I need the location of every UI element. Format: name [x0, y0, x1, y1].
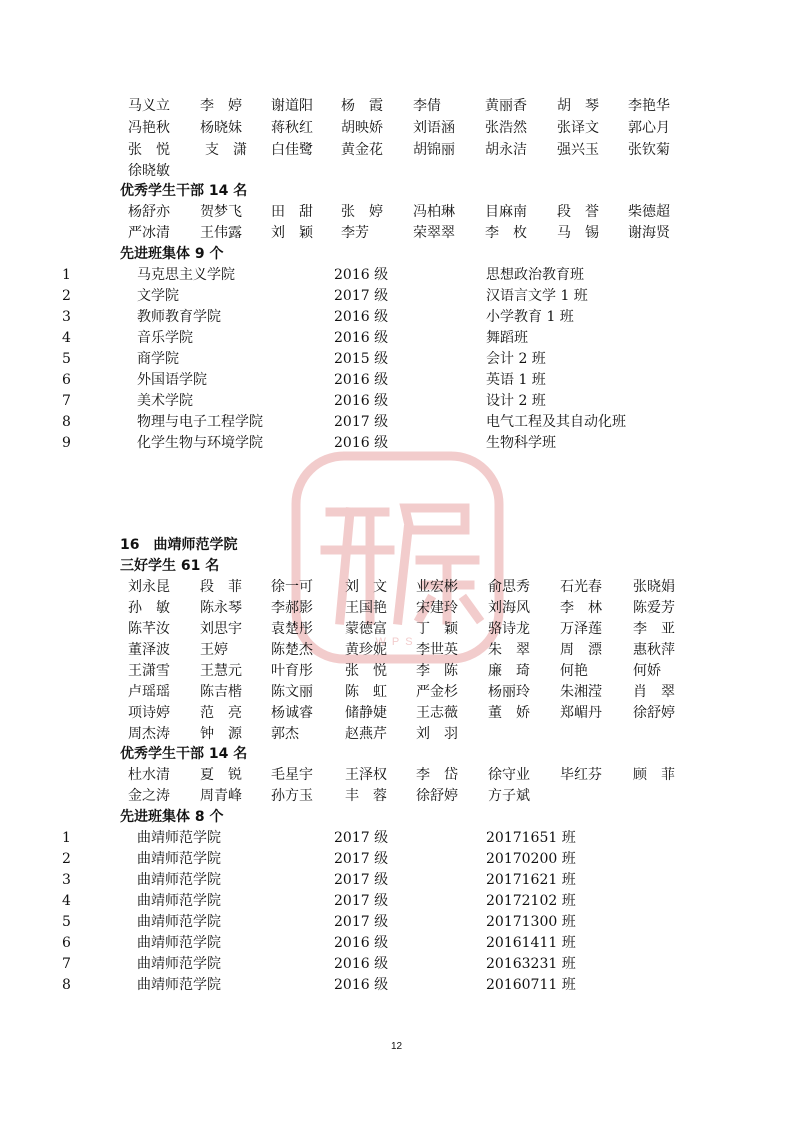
name-row	[0, 661, 793, 681]
name-cell: 张 悦	[128, 142, 170, 158]
table-row	[0, 286, 793, 306]
cadres-heading: 优秀学生干部 14 名	[120, 746, 248, 762]
table-row	[0, 912, 793, 932]
grade-cell: 2016 级	[334, 977, 389, 993]
name-cell: 惠秋萍	[633, 642, 675, 658]
name-cell: 冯艳秋	[128, 120, 170, 136]
name-cell: 马 锡	[557, 225, 599, 241]
college-cell: 曲靖师范学院	[137, 935, 221, 951]
row-number: 7	[62, 393, 71, 409]
class-cell: 会计 2 班	[486, 351, 546, 367]
name-row	[0, 640, 793, 660]
name-cell: 李 林	[560, 600, 602, 616]
name-cell: 方子斌	[488, 788, 530, 804]
name-cell: 李 岱	[416, 767, 458, 783]
name-cell: 项诗婷	[128, 705, 170, 721]
grade-cell: 2017 级	[334, 914, 389, 930]
name-cell: 胡永洁	[485, 142, 527, 158]
name-cell: 马义立	[128, 98, 170, 114]
name-cell: 李 陈	[416, 663, 458, 679]
name-row	[0, 577, 793, 597]
table-row	[0, 975, 793, 995]
name-cell: 杨舒亦	[128, 204, 170, 220]
name-cell: 支 潇	[205, 142, 247, 158]
name-cell: 田 甜	[271, 204, 313, 220]
name-row	[0, 223, 793, 243]
name-cell: 范 亮	[200, 705, 242, 721]
name-cell: 宋建玲	[416, 600, 458, 616]
table-row	[0, 954, 793, 974]
class-cell: 20171300 班	[486, 914, 576, 930]
name-cell: 陈芊汝	[128, 621, 170, 637]
row-number: 4	[62, 330, 71, 346]
cadres-heading: 优秀学生干部 14 名	[120, 183, 248, 199]
name-cell: 胡锦丽	[413, 142, 455, 158]
grade-cell: 2016 级	[334, 393, 389, 409]
name-cell: 叶育彤	[271, 663, 313, 679]
name-cell: 毕红芬	[560, 767, 602, 783]
page-number: 12	[390, 1041, 403, 1052]
row-number: 3	[62, 309, 71, 325]
table-row	[0, 328, 793, 348]
name-cell: 张译文	[557, 120, 599, 136]
name-cell: 徐一可	[271, 579, 313, 595]
name-cell: 王伟露	[200, 225, 242, 241]
row-number: 7	[62, 956, 71, 972]
name-cell: 孙 敏	[128, 600, 170, 616]
name-cell: 杨丽玲	[488, 684, 530, 700]
classes-heading: 先进班集体 9 个	[120, 246, 224, 262]
row-number: 8	[62, 977, 71, 993]
name-cell: 顾 菲	[633, 767, 675, 783]
name-cell: 陈 虹	[345, 684, 387, 700]
name-cell: 荣翠翠	[413, 225, 455, 241]
name-row	[0, 682, 793, 702]
grade-cell: 2015 级	[334, 351, 389, 367]
name-cell: 段 菲	[200, 579, 242, 595]
class-cell: 生物科学班	[486, 435, 556, 451]
classes-heading: 先进班集体 8 个	[120, 809, 224, 825]
grade-cell: 2016 级	[334, 372, 389, 388]
name-cell: 张 婷	[341, 204, 383, 220]
name-row	[0, 118, 793, 138]
watermark-label: WPS	[375, 636, 419, 648]
class-cell: 小学教育 1 班	[486, 309, 574, 325]
name-cell: 王志薇	[416, 705, 458, 721]
name-cell: 刘 颖	[271, 225, 313, 241]
name-cell: 李郝影	[271, 600, 313, 616]
name-cell: 胡映娇	[341, 120, 383, 136]
name-row	[0, 765, 793, 785]
name-cell: 白佳鹭	[271, 142, 313, 158]
name-cell: 刘 羽	[416, 726, 458, 742]
row-number: 1	[62, 830, 71, 846]
grade-cell: 2016 级	[334, 956, 389, 972]
grade-cell: 2017 级	[334, 288, 389, 304]
grade-cell: 2016 级	[334, 309, 389, 325]
name-cell: 强兴玉	[557, 142, 599, 158]
name-cell: 骆诗龙	[488, 621, 530, 637]
name-cell: 陈楚杰	[271, 642, 313, 658]
name-cell: 石光春	[560, 579, 602, 595]
name-cell: 杜水清	[128, 767, 170, 783]
name-cell: 刘思宇	[200, 621, 242, 637]
name-cell: 王慧元	[200, 663, 242, 679]
row-number: 2	[62, 851, 71, 867]
name-cell: 柴德超	[628, 204, 670, 220]
name-cell: 郑嵋丹	[560, 705, 602, 721]
name-row	[0, 161, 793, 181]
college-cell: 曲靖师范学院	[137, 893, 221, 909]
name-cell: 王泽权	[345, 767, 387, 783]
name-row	[0, 96, 793, 116]
name-cell: 周青峰	[200, 788, 242, 804]
grade-cell: 2017 级	[334, 893, 389, 909]
name-cell: 李 枚	[485, 225, 527, 241]
table-row	[0, 870, 793, 890]
name-cell: 贺梦飞	[200, 204, 242, 220]
name-cell: 储静婕	[345, 705, 387, 721]
row-number: 9	[62, 435, 71, 451]
name-cell: 黄丽香	[485, 98, 527, 114]
name-cell: 朱 翠	[488, 642, 530, 658]
name-cell: 董泽波	[128, 642, 170, 658]
table-row	[0, 891, 793, 911]
name-cell: 袁楚彤	[271, 621, 313, 637]
class-cell: 思想政治教育班	[486, 267, 584, 283]
name-cell: 陈文丽	[271, 684, 313, 700]
class-cell: 20160711 班	[486, 977, 576, 993]
name-row	[0, 140, 793, 160]
section-title: 16 曲靖师范学院	[120, 537, 238, 553]
class-cell: 20161411 班	[486, 935, 576, 951]
name-cell: 黄金花	[341, 142, 383, 158]
name-cell: 目麻南	[485, 204, 527, 220]
name-cell: 周杰涛	[128, 726, 170, 742]
name-row	[0, 598, 793, 618]
name-cell: 王婷	[200, 642, 228, 658]
name-cell: 刘永昆	[128, 579, 170, 595]
college-cell: 曲靖师范学院	[137, 830, 221, 846]
name-cell: 刘海风	[488, 600, 530, 616]
name-cell: 徐守业	[488, 767, 530, 783]
class-cell: 设计 2 班	[486, 393, 546, 409]
row-number: 6	[62, 372, 71, 388]
table-row	[0, 849, 793, 869]
class-cell: 20171651 班	[486, 830, 576, 846]
grade-cell: 2017 级	[334, 830, 389, 846]
name-cell: 徐舒婷	[633, 705, 675, 721]
college-cell: 音乐学院	[137, 330, 193, 346]
college-cell: 曲靖师范学院	[137, 977, 221, 993]
students-heading: 三好学生 61 名	[120, 558, 220, 574]
name-cell: 廉 琦	[488, 663, 530, 679]
name-cell: 夏 锐	[200, 767, 242, 783]
name-cell: 钟 源	[200, 726, 242, 742]
row-number: 1	[62, 267, 71, 283]
name-cell: 郭杰	[271, 726, 299, 742]
name-cell: 谢海贤	[628, 225, 670, 241]
table-row	[0, 349, 793, 369]
class-cell: 20170200 班	[486, 851, 576, 867]
name-cell: 徐舒婷	[416, 788, 458, 804]
college-cell: 文学院	[137, 288, 179, 304]
table-row	[0, 370, 793, 390]
row-number: 5	[62, 351, 71, 367]
row-number: 5	[62, 914, 71, 930]
class-cell: 舞蹈班	[486, 330, 528, 346]
name-cell: 金之涛	[128, 788, 170, 804]
college-cell: 教师教育学院	[137, 309, 221, 325]
name-cell: 李芳	[341, 225, 369, 241]
class-cell: 电气工程及其自动化班	[486, 414, 626, 430]
name-cell: 朱湘滢	[560, 684, 602, 700]
college-cell: 曲靖师范学院	[137, 914, 221, 930]
college-cell: 化学生物与环境学院	[137, 435, 263, 451]
college-cell: 曲靖师范学院	[137, 851, 221, 867]
name-cell: 陈爱芳	[633, 600, 675, 616]
name-cell: 谢道阳	[271, 98, 313, 114]
class-cell: 20163231 班	[486, 956, 576, 972]
name-cell: 王潇雪	[128, 663, 170, 679]
name-cell: 李艳华	[628, 98, 670, 114]
college-cell: 曲靖师范学院	[137, 872, 221, 888]
class-cell: 20172102 班	[486, 893, 576, 909]
name-cell: 王国艳	[345, 600, 387, 616]
name-cell: 杨诚睿	[271, 705, 313, 721]
name-cell: 徐晓敏	[128, 163, 170, 179]
row-number: 4	[62, 893, 71, 909]
row-number: 6	[62, 935, 71, 951]
name-cell: 张浩然	[485, 120, 527, 136]
table-row	[0, 933, 793, 953]
name-cell: 周 漂	[560, 642, 602, 658]
name-cell: 卢瑶瑶	[128, 684, 170, 700]
table-row	[0, 265, 793, 285]
name-row	[0, 202, 793, 222]
table-row	[0, 828, 793, 848]
college-cell: 曲靖师范学院	[137, 956, 221, 972]
grade-cell: 2017 级	[334, 414, 389, 430]
grade-cell: 2016 级	[334, 935, 389, 951]
name-cell: 万泽莲	[560, 621, 602, 637]
name-cell: 肖 翠	[633, 684, 675, 700]
name-row	[0, 786, 793, 806]
name-cell: 孙方玉	[271, 788, 313, 804]
name-cell: 段 誉	[557, 204, 599, 220]
name-row	[0, 703, 793, 723]
name-cell: 严冰清	[128, 225, 170, 241]
name-cell: 冯柏琳	[413, 204, 455, 220]
grade-cell: 2017 级	[334, 851, 389, 867]
name-cell: 刘语涵	[413, 120, 455, 136]
college-cell: 美术学院	[137, 393, 193, 409]
grade-cell: 2016 级	[334, 267, 389, 283]
name-cell: 张晓娟	[633, 579, 675, 595]
name-cell: 董 娇	[488, 705, 530, 721]
class-cell: 英语 1 班	[486, 372, 546, 388]
name-cell: 胡 琴	[557, 98, 599, 114]
grade-cell: 2016 级	[334, 435, 389, 451]
name-cell: 郭心月	[628, 120, 670, 136]
name-cell: 丰 蓉	[345, 788, 387, 804]
name-cell: 俞思秀	[488, 579, 530, 595]
name-cell: 李 婷	[200, 98, 242, 114]
name-row	[0, 724, 793, 744]
table-row	[0, 307, 793, 327]
row-number: 3	[62, 872, 71, 888]
college-cell: 物理与电子工程学院	[137, 414, 263, 430]
name-cell: 毛星宇	[271, 767, 313, 783]
college-cell: 外国语学院	[137, 372, 207, 388]
name-cell: 何艳	[560, 663, 588, 679]
name-cell: 杨 霞	[341, 98, 383, 114]
name-cell: 蒙德富	[345, 621, 387, 637]
row-number: 8	[62, 414, 71, 430]
class-cell: 汉语言文学 1 班	[486, 288, 588, 304]
name-cell: 丁 颖	[416, 621, 458, 637]
name-cell: 黄珍妮	[345, 642, 387, 658]
table-row	[0, 412, 793, 432]
row-number: 2	[62, 288, 71, 304]
name-cell: 李倩	[413, 98, 441, 114]
name-cell: 张 悦	[345, 663, 387, 679]
class-cell: 20171621 班	[486, 872, 576, 888]
name-cell: 刘 文	[345, 579, 387, 595]
name-row	[0, 619, 793, 639]
college-cell: 商学院	[137, 351, 179, 367]
grade-cell: 2017 级	[334, 872, 389, 888]
name-cell: 张钦菊	[628, 142, 670, 158]
name-cell: 赵燕芹	[345, 726, 387, 742]
name-cell: 陈永琴	[200, 600, 242, 616]
name-cell: 严金杉	[416, 684, 458, 700]
name-cell: 李 亚	[633, 621, 675, 637]
name-cell: 陈吉楷	[200, 684, 242, 700]
name-cell: 李世英	[416, 642, 458, 658]
name-cell: 杨晓妹	[200, 120, 242, 136]
grade-cell: 2016 级	[334, 330, 389, 346]
name-cell: 蒋秋红	[271, 120, 313, 136]
table-row	[0, 391, 793, 411]
name-cell: 何娇	[633, 663, 661, 679]
name-cell: 业宏彬	[416, 579, 458, 595]
college-cell: 马克思主义学院	[137, 267, 235, 283]
